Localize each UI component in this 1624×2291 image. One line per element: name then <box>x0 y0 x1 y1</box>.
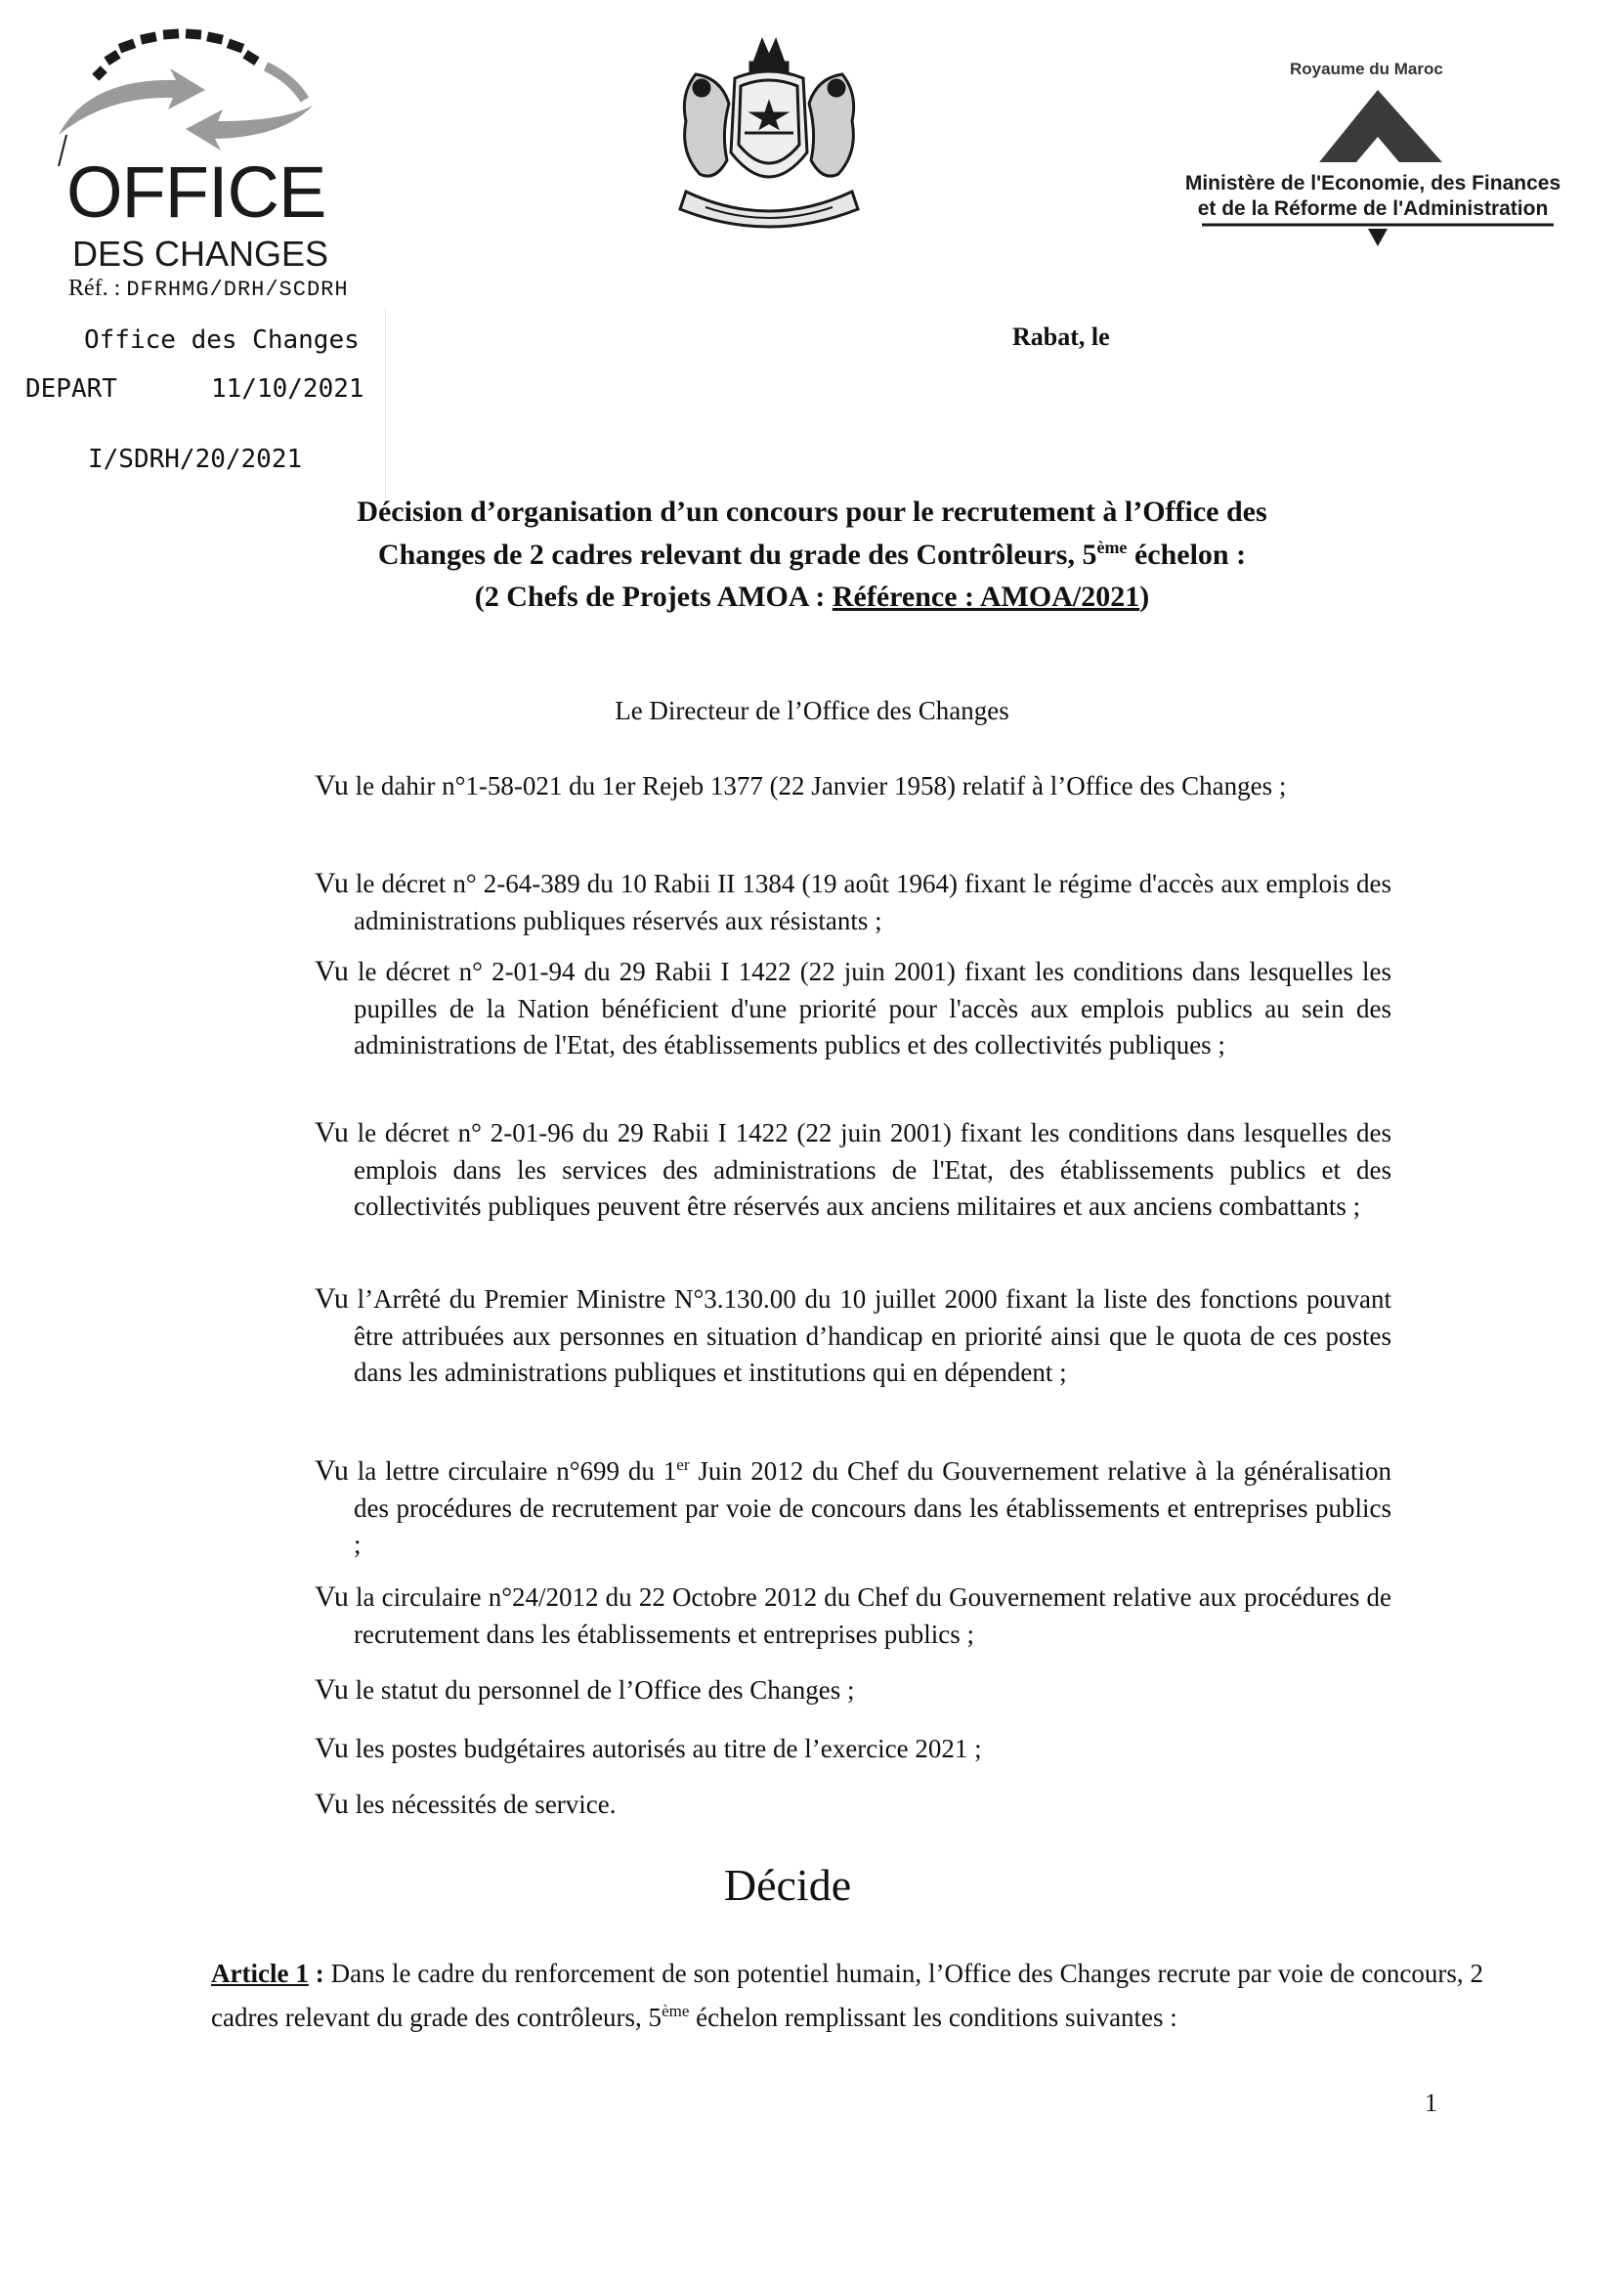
stamp-office: Office des Changes <box>84 325 360 355</box>
consideration-item <box>315 1578 1391 1653</box>
decide-heading: Décide <box>723 1860 852 1910</box>
article-text: Dans le cadre du renforcement de son potentiel humain, l’Office des Changes recrute par voie de concours, 2 cadres relevant du grade des contrôleurs, 5 <box>211 1959 1483 2032</box>
article-sup: ème <box>662 2001 690 2020</box>
consideration-item <box>315 1730 1391 1768</box>
vu-word: Vu <box>315 1788 349 1820</box>
page-number: 1 <box>1425 2089 1437 2117</box>
reference-line <box>68 276 349 302</box>
consideration-text: le décret n° 2-01-94 du 29 Rabii I 1422 (22 juin 2001) fixant les conditions dans lesquelles les pupilles de la Nation bénéficient d'une priorité pour l'accès aux emplois publics au sein des administrations de l'Etat, des établissements publics et des collectivités publiques ; <box>354 957 1392 1059</box>
vu-word: Vu <box>315 1732 349 1764</box>
consideration-item <box>315 1447 1391 1564</box>
title-line-3 <box>0 581 1624 614</box>
title-line-2 <box>0 538 1624 572</box>
title-line-3-end: ) <box>1139 581 1150 613</box>
article-colon: : <box>308 1959 331 1988</box>
consideration-item <box>315 953 1391 1064</box>
consideration-sup: er <box>676 1455 690 1474</box>
consideration-text: la lettre circulaire n°699 du 1 <box>357 1456 677 1486</box>
vu-word: Vu <box>315 1116 349 1148</box>
title-reference: Référence : AMOA/2021 <box>832 581 1140 613</box>
vu-word: Vu <box>315 955 349 987</box>
ministry-name-line1: Ministère de l'Economie, des Finances <box>1184 172 1561 195</box>
kingdom-label: Royaume du Maroc <box>1290 60 1443 78</box>
stamp-depart: DEPART <box>25 374 117 404</box>
consideration-text: les nécessités de service. <box>355 1790 617 1819</box>
consideration-item <box>315 767 1391 805</box>
vu-word: Vu <box>315 1282 349 1315</box>
article-text-end: échelon remplissant les conditions suivantes : <box>689 2002 1177 2032</box>
ministry-triangle-icon <box>1182 57 1573 262</box>
vu-word: Vu <box>315 1673 349 1706</box>
ministry-logo <box>1182 57 1573 262</box>
title-line-1: Décision d’organisation d’un concours pour le recrutement à l’Office des <box>357 496 1267 528</box>
consideration-text: les postes budgétaires autorisés au titre de l’exercice 2021 ; <box>355 1734 982 1763</box>
logo-des-changes-text: DES CHANGES <box>72 234 329 274</box>
logo-office-text: OFFICE <box>66 151 326 233</box>
title-line-2-sup: ème <box>1096 538 1128 557</box>
departure-stamp <box>14 308 386 498</box>
vu-word: Vu <box>315 867 349 899</box>
coat-of-arms-icon <box>657 35 881 250</box>
title-line-3-text: (2 Chefs de Projets AMOA : <box>474 581 833 613</box>
consideration-text: le décret n° 2-01-96 du 29 Rabii I 1422 (22 juin 2001) fixant les conditions dans lesquelles des emplois dans les services des administrations de l'Etat, des établissements publics et des collectivités publiques peuvent être réservés aux anciens militaires et aux anciens combattants ; <box>354 1118 1391 1221</box>
consideration-text: le dahir n°1-58-021 du 1er Rejeb 1377 (22 Janvier 1958) relatif à l’Office des Changes ; <box>355 771 1287 800</box>
vu-word: Vu <box>315 1454 349 1487</box>
vu-word: Vu <box>315 1580 349 1613</box>
title-line-2-end: échelon : <box>1127 539 1247 571</box>
article-1 <box>211 1956 1483 2036</box>
reference-label: Réf. : <box>68 276 121 301</box>
consideration-item <box>315 1280 1391 1392</box>
consideration-text: le décret n° 2-64-389 du 10 Rabii II 1384 (19 août 1964) fixant le régime d'accès aux emplois des administrations publiques réservés aux résistants ; <box>354 869 1392 935</box>
consideration-item <box>315 1671 1391 1709</box>
director-heading: Le Directeur de l’Office des Changes <box>615 696 1009 725</box>
office-des-changes-logo <box>49 20 342 274</box>
consideration-item <box>315 1114 1391 1226</box>
vu-word: Vu <box>315 769 349 801</box>
title-line-2-text: Changes de 2 cadres relevant du grade des Contrôleurs, 5 <box>377 539 1097 571</box>
consideration-item <box>315 1786 1391 1824</box>
exchange-arrows-icon <box>49 20 342 166</box>
consideration-text-end: Juin 2012 du Chef du Gouvernement relative à la généralisation des procédures de recrutement par voie de concours dans les établissements et entreprises publics ; <box>354 1456 1392 1559</box>
ministry-name-line2: et de la Réforme de l'Administration <box>1197 197 1549 220</box>
consideration-text: le statut du personnel de l’Office des Changes ; <box>355 1675 855 1705</box>
stamp-date: 11/10/2021 <box>211 374 364 404</box>
stamp-number: I/SDRH/20/2021 <box>88 445 303 474</box>
consideration-text: la circulaire n°24/2012 du 22 Octobre 2012 du Chef du Gouvernement relative aux procédures de recrutement dans les établissements et entreprises publics ; <box>354 1582 1392 1649</box>
consideration-text: l’Arrêté du Premier Ministre N°3.130.00 du 10 juillet 2000 fixant la liste des fonctions pouvant être attribuées aux personnes en situation d’handicap en priorité ainsi que le quota de ces postes dans les administrations publiques et institutions qui en dépendent ; <box>354 1284 1391 1387</box>
article-label: Article 1 <box>211 1959 309 1988</box>
coat-of-arms-emblem <box>657 35 881 250</box>
place-date: Rabat, le <box>1012 323 1110 351</box>
consideration-item <box>315 865 1391 939</box>
reference-value: DFRHMG/DRH/SCDRH <box>126 278 349 302</box>
